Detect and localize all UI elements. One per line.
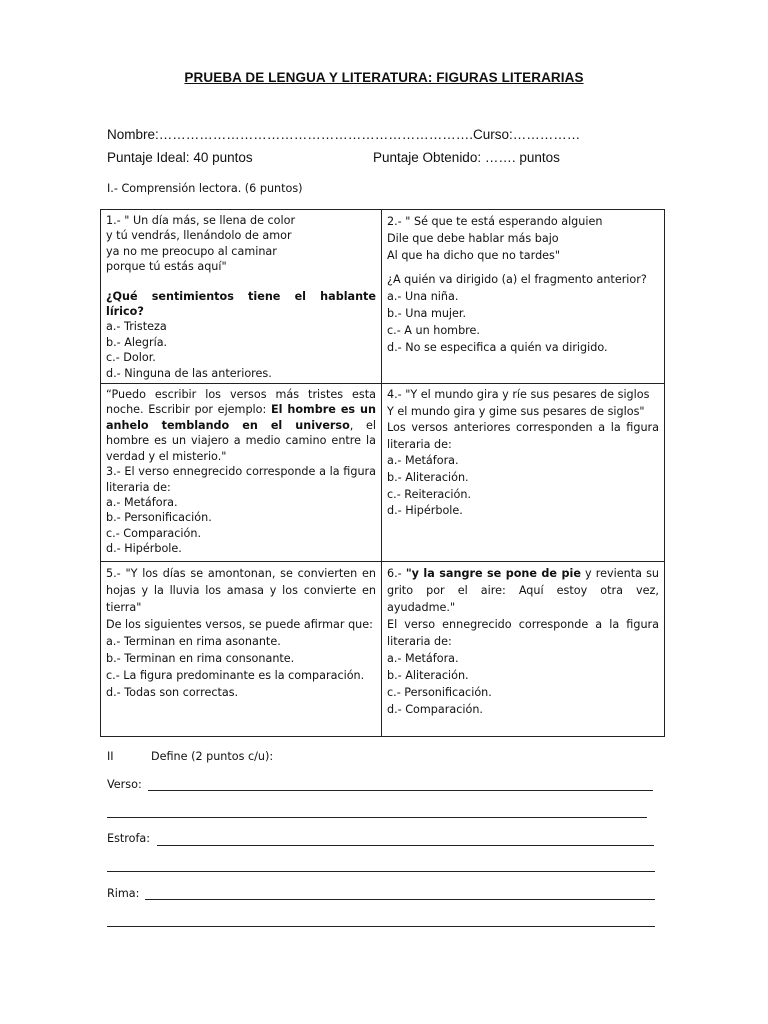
q1-verse-line: ya no me preocupo al caminar xyxy=(106,244,277,258)
rima-answer-line-2[interactable] xyxy=(107,926,655,927)
q5-question: De los siguientes versos, se puede afirmar que: xyxy=(106,618,373,632)
q3-bold-verse: El hombre es un anhelo temblando en el universo xyxy=(106,403,376,432)
q5-option-d[interactable]: d.- Todas son correctas. xyxy=(106,686,239,700)
question-6-cell xyxy=(382,562,665,737)
questions-table xyxy=(100,209,665,737)
q1-option-a[interactable]: a.- Tristeza xyxy=(106,320,167,334)
q5-option-b[interactable]: b.- Terminan en rima consonante. xyxy=(106,652,295,666)
question-1-cell xyxy=(101,210,382,384)
q1-option-b[interactable]: b.- Alegría. xyxy=(106,335,168,349)
nombre-field[interactable]: ……………………………………………………………. xyxy=(158,127,474,142)
q6-option-b[interactable]: b.- Aliteración. xyxy=(387,669,469,683)
puntaje-obtenido: Puntaje Obtenido: ……. puntos xyxy=(373,150,560,165)
estrofa-label: Estrofa: xyxy=(107,832,151,845)
rima-answer-line-1[interactable] xyxy=(145,899,655,900)
q2-option-c[interactable]: c.- A un hombre. xyxy=(387,324,480,337)
q3-quote: “Puedo escribir los versos más tristes esta noche. Escribir por ejemplo: El hombre es un anhelo temblando en el universo, el hombre es un viajero a medio camino entre la verdad y el misterio." xyxy=(106,388,377,463)
verso-answer-line-1[interactable] xyxy=(148,790,653,791)
curso-field[interactable]: …………… xyxy=(512,127,581,142)
q2-option-a[interactable]: a.- Una niña. xyxy=(387,290,459,303)
q3-option-d[interactable]: d.- Hipérbole. xyxy=(106,542,182,556)
q6-option-d[interactable]: d.- Comparación. xyxy=(387,703,483,717)
question-3-cell xyxy=(101,384,382,562)
q4-option-a[interactable]: a.- Metáfora. xyxy=(387,454,459,468)
q4-question: Los versos anteriores corresponden a la figura literaria de: xyxy=(387,421,659,451)
q1-verse-line: y tú vendrás, llenándolo de amor xyxy=(106,229,292,243)
q2-question: ¿A quién va dirigido (a) el fragmento anterior? xyxy=(387,273,647,286)
q6-question: El verso ennegrecido corresponde a la figura literaria de: xyxy=(387,618,659,649)
section-1-heading: I.- Comprensión lectora. (6 puntos) xyxy=(107,182,303,195)
q2-option-b[interactable]: b.- Una mujer. xyxy=(387,307,467,320)
q2-verse-line: 2.- " Sé que te está esperando alguien xyxy=(387,215,603,228)
q6-verse: 6.- "y la sangre se pone de pie y revienta su grito por el aire: Aquí estoy otra vez, ayudadme." xyxy=(387,567,660,615)
q6-bold-verse: "y la sangre se pone de pie xyxy=(405,567,581,581)
q3-question: 3.- El verso ennegrecido corresponde a la figura literaria de: xyxy=(106,465,376,494)
verso-label: Verso: xyxy=(107,778,142,791)
name-line xyxy=(107,127,580,142)
q6-option-c[interactable]: c.- Personificación. xyxy=(387,686,492,700)
rima-label: Rima: xyxy=(107,887,140,900)
q3-option-c[interactable]: c.- Comparación. xyxy=(106,526,202,540)
question-5-cell xyxy=(101,562,382,737)
q4-verse-2: Y el mundo gira y gime sus pesares de siglos" xyxy=(387,404,645,418)
q5-verse: 5.- "Y los días se amontonan, se convierten en hojas y la lluvia los amasa y los convierte en tierra" xyxy=(106,567,376,615)
q5-option-c[interactable]: c.- La figura predominante es la comparación. xyxy=(106,669,365,683)
q1-option-d[interactable]: d.- Ninguna de las anteriores. xyxy=(106,366,272,380)
q4-option-d[interactable]: d.- Hipérbole. xyxy=(387,504,463,518)
q4-option-b[interactable]: b.- Aliteración. xyxy=(387,471,469,485)
verso-answer-line-2[interactable] xyxy=(107,817,647,818)
q6-option-a[interactable]: a.- Metáfora. xyxy=(387,652,459,666)
q5-option-a[interactable]: a.- Terminan en rima asonante. xyxy=(106,635,281,649)
puntaje-ideal: Puntaje Ideal: 40 puntos xyxy=(107,150,253,165)
estrofa-answer-line-2[interactable] xyxy=(107,871,655,872)
question-2-cell xyxy=(382,210,665,384)
q4-option-c[interactable]: c.- Reiteración. xyxy=(387,487,472,501)
q1-option-c[interactable]: c.- Dolor. xyxy=(106,351,156,365)
section-2-heading: Define (2 puntos c/u): xyxy=(151,750,274,763)
nombre-label: Nombre: xyxy=(107,127,159,142)
curso-label: Curso: xyxy=(473,127,513,142)
q4-verse: 4.- "Y el mundo gira y ríe sus pesares de siglos xyxy=(387,388,650,402)
q2-verse-line: Dile que debe hablar más bajo xyxy=(387,232,559,245)
q3-option-b[interactable]: b.- Personificación. xyxy=(106,511,212,525)
q1-verse-line: porque tú estás aquí" xyxy=(106,260,227,274)
q1-verse-line: 1.- " Un día más, se llena de color xyxy=(106,214,296,227)
exam-title: PRUEBA DE LENGUA Y LITERATURA: FIGURAS LITERARIAS xyxy=(184,70,584,85)
section-2-number: II xyxy=(107,750,114,763)
q2-verse-line: Al que ha dicho que no tardes" xyxy=(387,249,561,262)
q3-option-a[interactable]: a.- Metáfora. xyxy=(106,495,178,509)
q2-option-d[interactable]: d.- No se especifica a quién va dirigido. xyxy=(387,341,608,354)
q1-question: ¿Qué sentimientos tiene el hablante lírico? xyxy=(106,289,376,319)
question-4-cell xyxy=(382,384,665,562)
estrofa-answer-line-1[interactable] xyxy=(157,845,654,846)
